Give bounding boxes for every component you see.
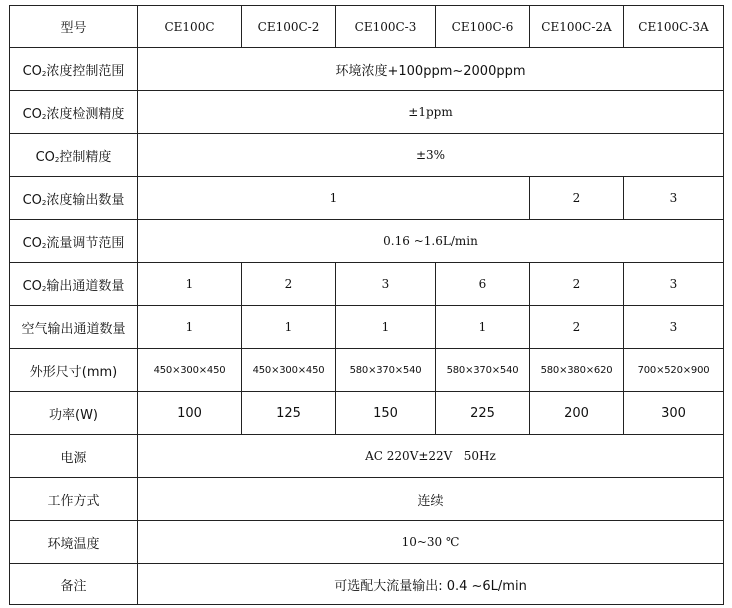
model-ce100c-3a: CE100C-3A bbox=[624, 6, 724, 48]
co2-accuracy-value: ±1ppm bbox=[138, 91, 724, 134]
table-cell: 3 bbox=[624, 306, 724, 349]
model-ce100c-3: CE100C-3 bbox=[336, 6, 436, 48]
spec-table bbox=[9, 5, 724, 605]
row-label: $CO_2$浓度控制范围 bbox=[10, 48, 138, 91]
row-co2-range bbox=[10, 48, 724, 91]
ambient-temp-value: 10~30 ℃ bbox=[138, 521, 724, 564]
table-cell: 1 bbox=[242, 306, 336, 349]
table-cell: 6 bbox=[436, 263, 530, 306]
co2-output-count-3a: 3 bbox=[624, 177, 724, 220]
remarks-value: 可选配大流量输出: 0.4 ~6L/min bbox=[138, 564, 724, 605]
row-power-supply bbox=[10, 435, 724, 478]
row-work-mode bbox=[10, 478, 724, 521]
table-cell: 700×520×900 bbox=[624, 349, 724, 392]
row-remarks bbox=[10, 564, 724, 605]
table-cell: 2 bbox=[242, 263, 336, 306]
row-label: 电源 bbox=[10, 435, 138, 478]
co2-output-count-2a: 2 bbox=[530, 177, 624, 220]
row-label: $CO_2$输出通道数量 bbox=[10, 263, 138, 306]
model-ce100c: CE100C bbox=[138, 6, 242, 48]
work-mode-value: 连续 bbox=[138, 478, 724, 521]
row-dimensions bbox=[10, 349, 724, 392]
header-model-label: 型号 bbox=[10, 6, 138, 48]
co2-range-value: 环境浓度+100ppm~2000ppm bbox=[138, 48, 724, 91]
row-co2-output-count bbox=[10, 177, 724, 220]
co2-output-count-merged: 1 bbox=[138, 177, 530, 220]
row-label: $CO_2$控制精度 bbox=[10, 134, 138, 177]
row-label: 工作方式 bbox=[10, 478, 138, 521]
table-cell: 200 bbox=[530, 392, 624, 435]
row-label: 空气输出通道数量 bbox=[10, 306, 138, 349]
table-cell: 150 bbox=[336, 392, 436, 435]
row-label: 功率(W) bbox=[10, 392, 138, 435]
table-cell: 1 bbox=[336, 306, 436, 349]
model-ce100c-2a: CE100C-2A bbox=[530, 6, 624, 48]
co2-flow-range-value: 0.16 ~1.6L/min bbox=[138, 220, 724, 263]
table-cell: 3 bbox=[336, 263, 436, 306]
table-cell: 450×300×450 bbox=[138, 349, 242, 392]
row-label: $CO_2$流量调节范围 bbox=[10, 220, 138, 263]
table-cell: 225 bbox=[436, 392, 530, 435]
row-co2-flow-range bbox=[10, 220, 724, 263]
row-label: 备注 bbox=[10, 564, 138, 605]
table-cell: 1 bbox=[436, 306, 530, 349]
row-ambient-temp bbox=[10, 521, 724, 564]
table-cell: 300 bbox=[624, 392, 724, 435]
table-cell: 450×300×450 bbox=[242, 349, 336, 392]
co2-control-precision-value: ±3% bbox=[138, 134, 724, 177]
power-supply-value: AC 220V±22V 50Hz bbox=[138, 435, 724, 478]
table-cell: 1 bbox=[138, 306, 242, 349]
row-label: $CO_2$浓度检测精度 bbox=[10, 91, 138, 134]
table-cell: 125 bbox=[242, 392, 336, 435]
table-cell: 2 bbox=[530, 306, 624, 349]
table-cell: 1 bbox=[138, 263, 242, 306]
header-row bbox=[10, 6, 724, 48]
row-co2-control-precision bbox=[10, 134, 724, 177]
table-cell: 3 bbox=[624, 263, 724, 306]
row-label: $CO_2$浓度输出数量 bbox=[10, 177, 138, 220]
table-cell: 580×370×540 bbox=[336, 349, 436, 392]
row-label: 外形尺寸(mm) bbox=[10, 349, 138, 392]
model-ce100c-2: CE100C-2 bbox=[242, 6, 336, 48]
table-cell: 580×380×620 bbox=[530, 349, 624, 392]
model-ce100c-6: CE100C-6 bbox=[436, 6, 530, 48]
row-power bbox=[10, 392, 724, 435]
row-co2-accuracy bbox=[10, 91, 724, 134]
table-cell: 2 bbox=[530, 263, 624, 306]
row-label: 环境温度 bbox=[10, 521, 138, 564]
row-air-channels bbox=[10, 306, 724, 349]
table-cell: 580×370×540 bbox=[436, 349, 530, 392]
table-cell: 100 bbox=[138, 392, 242, 435]
row-co2-channels bbox=[10, 263, 724, 306]
